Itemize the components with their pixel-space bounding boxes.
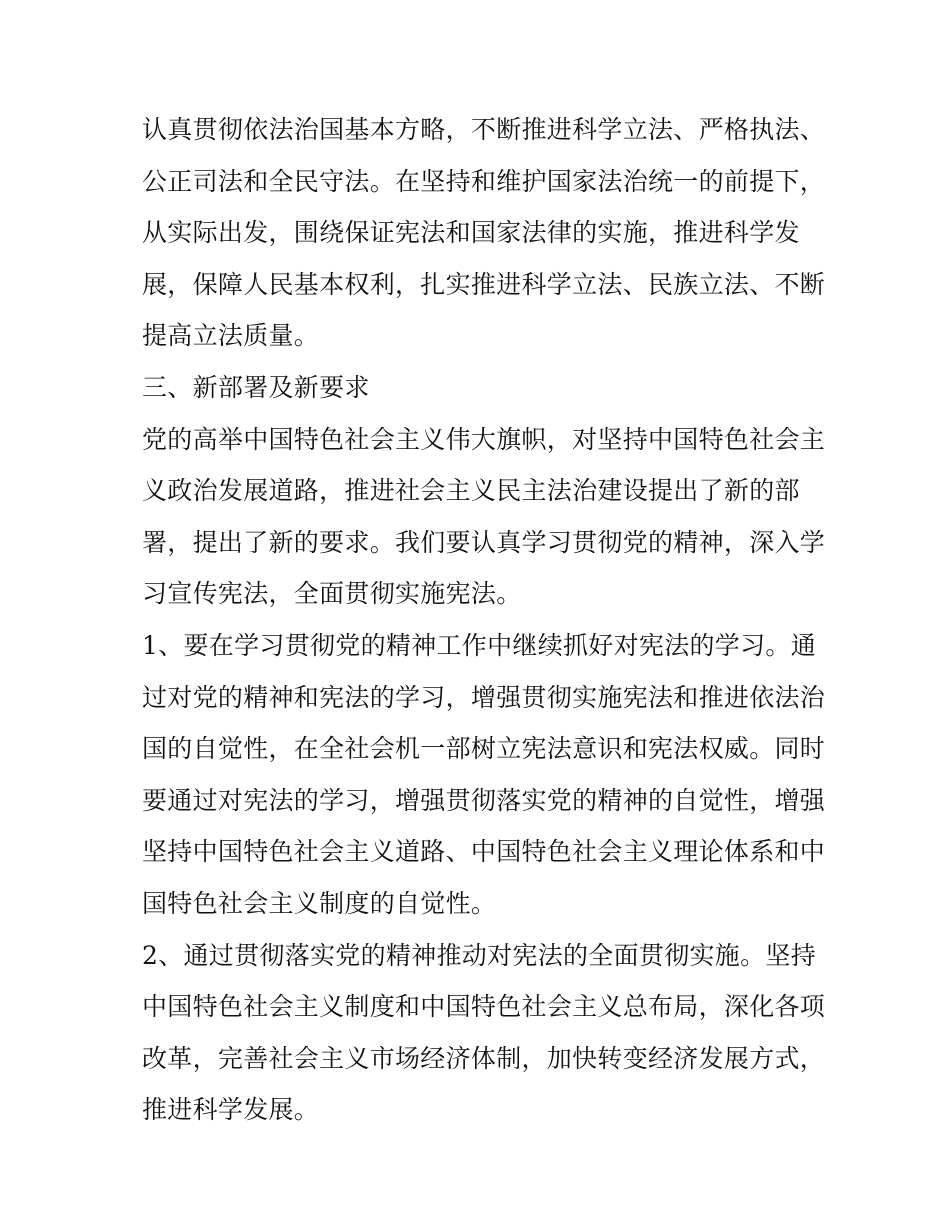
section-heading: 三、新部署及新要求 [142, 372, 370, 402]
text-line: 国特色社会主义制度的自觉性。 [142, 888, 497, 918]
text-line: 中国特色社会主义制度和中国特色社会主义总布局，深化各项 [142, 992, 826, 1022]
text-line: 从实际出发，围绕保证宪法和国家法律的实施，推进科学发 [142, 218, 800, 248]
document-body [142, 104, 826, 1136]
text-line: 改革，完善社会主义市场经济体制，加快转变经济发展方式， [142, 1043, 826, 1073]
text-line: 党的高举中国特色社会主义伟大旗帜，对坚持中国特色社会主 [142, 424, 826, 454]
list-item-1-line: 1、要在学习贯彻党的精神工作中继续抓好对宪法的学习。通 [142, 630, 817, 660]
text-line: 习宣传宪法，全面贯彻实施宪法。 [142, 579, 522, 609]
text-line: 义政治发展道路，推进社会主义民主法治建设提出了新的部 [142, 476, 800, 506]
text-line: 坚持中国特色社会主义道路、中国特色社会主义理论体系和中 [142, 837, 826, 867]
text-line: 提高立法质量。 [142, 321, 320, 351]
text-line: 国的自觉性，在全社会机一部树立宪法意识和宪法权威。同时 [142, 734, 826, 764]
text-line: 署，提出了新的要求。我们要认真学习贯彻党的精神，深入学 [142, 527, 826, 557]
text-line: 展，保障人民基本权利，扎实推进科学立法、民族立法、不断 [142, 269, 826, 299]
text-line: 认真贯彻依法治国基本方略，不断推进科学立法、严格执法、 [142, 115, 826, 144]
list-item-2-line: 2、通过贯彻落实党的精神推动对宪法的全面贯彻实施。坚持 [142, 940, 817, 970]
text-line: 公正司法和全民守法。在坚持和维护国家法治统一的前提下， [142, 166, 826, 196]
text-line: 推进科学发展。 [142, 1095, 320, 1125]
text-line: 要通过对宪法的学习，增强贯彻落实党的精神的自觉性，增强 [142, 785, 826, 815]
text-line: 过对党的精神和宪法的学习，增强贯彻实施宪法和推进依法治 [142, 682, 826, 712]
